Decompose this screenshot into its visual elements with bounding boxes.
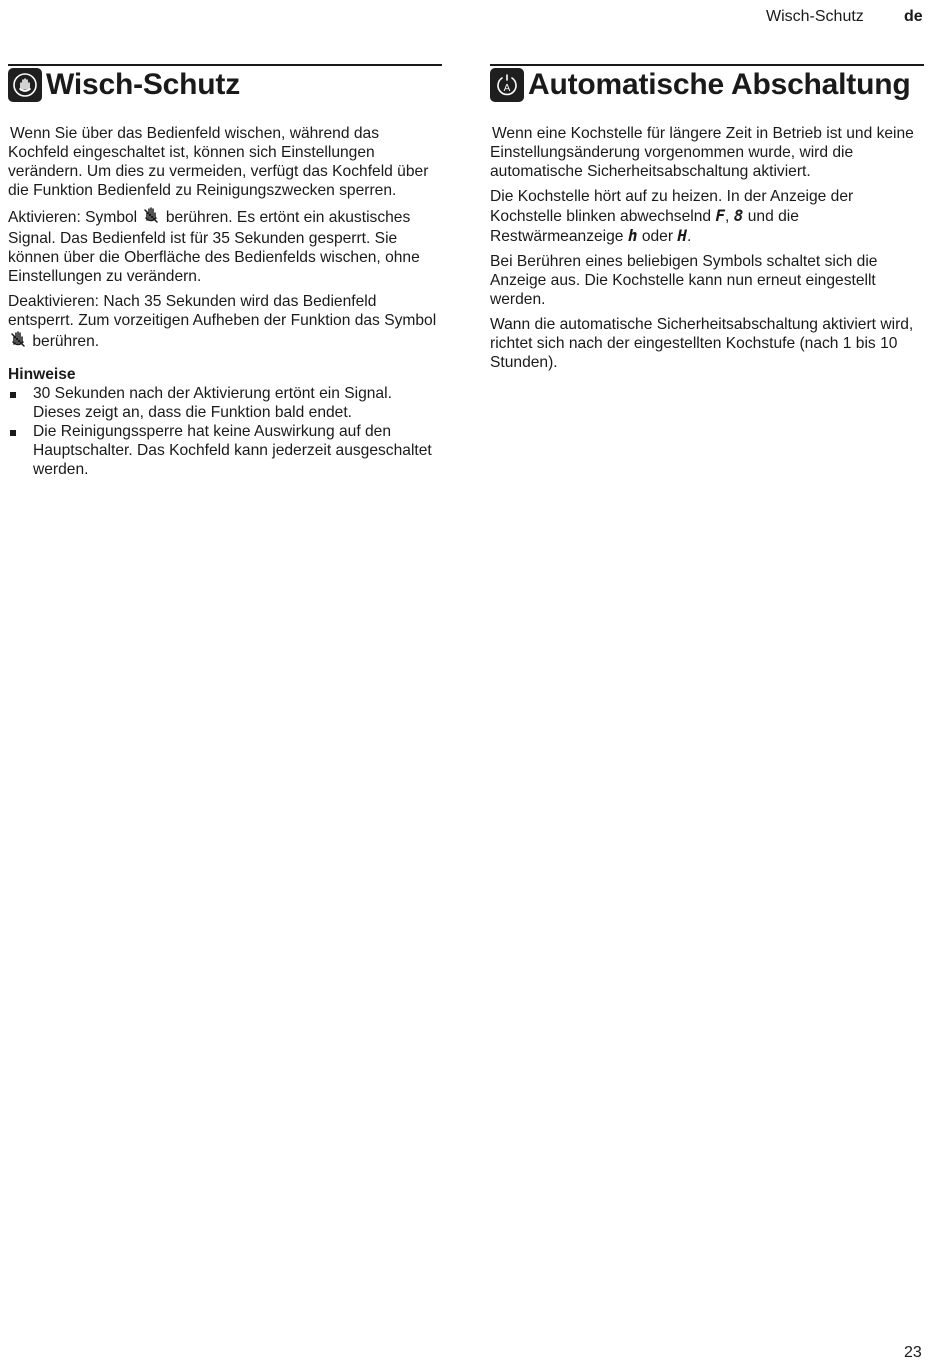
display-symbol-h-small: h — [627, 226, 638, 245]
hand-symbol-icon — [10, 330, 26, 353]
paragraph: Wann die automatische Sicherheitsabschaltung aktiviert wird, richtet sich nach der eingestellten Kochstufe (nach 1 bis 10 Stunden). — [490, 316, 914, 371]
section-heading — [8, 64, 442, 102]
svg-text:A: A — [503, 83, 511, 94]
page-title: Wisch-Schutz — [46, 68, 241, 101]
wipe-protect-hand-icon — [8, 68, 42, 102]
list-item: 30 Sekunden nach der Aktivierung ertönt ein Signal. Dieses zeigt an, dass die Funktion bald endet. — [8, 384, 442, 422]
notes-heading: Hinweise — [8, 366, 76, 383]
paragraph: Die Kochstelle hört auf zu heizen. In der Anzeige der Kochstelle blinken abwechselnd F, 8 und die Restwärmeanzeige h oder H. — [490, 188, 854, 245]
running-header-section: Wisch-Schutz — [766, 8, 864, 25]
auto-shutoff-icon — [490, 68, 524, 102]
running-header-language: de — [904, 8, 923, 25]
hand-symbol-icon — [143, 206, 159, 229]
intro-paragraph: Wenn Sie über das Bedienfeld wischen, während das Kochfeld eingeschaltet ist, können sich Einstellungen verändern. Um dies zu vermeiden, verfügt das Kochfeld über die Funktion Bedienfeld zu Reinigungszwecken sperren. — [8, 125, 429, 199]
activate-paragraph: Aktivieren: Symbol berühren. Es ertönt ein akustisches Signal. Das Bedienfeld ist für 35 Sekunden gesperrt. Sie können über die Oberfläche des Bedienfelds wischen, ohne Einstellungen zu verändern. — [8, 206, 442, 286]
page-number: 23 — [904, 1344, 922, 1361]
paragraph: Wenn eine Kochstelle für längere Zeit in Betrieb ist und keine Einstellungsänderung vorgenommen wurde, wird die automatische Sicherheitsabschaltung aktiviert. — [490, 125, 914, 180]
display-symbol-8: 8 — [733, 206, 744, 225]
deactivate-paragraph: Deaktivieren: Nach 35 Sekunden wird das Bedienfeld entsperrt. Zum vorzeitigen Aufheben der Funktion das Symbol berühren. — [8, 292, 442, 353]
paragraph: Bei Berühren eines beliebigen Symbols schaltet sich die Anzeige aus. Die Kochstelle kann nun erneut eingestellt werden. — [490, 253, 878, 308]
section-heading — [490, 64, 924, 102]
section-title: Automatische Abschaltung — [528, 68, 911, 101]
wisch-schutz-section — [8, 64, 442, 479]
notes-list — [8, 384, 442, 479]
automatische-abschaltung-section — [490, 64, 924, 378]
display-symbol-f: F — [715, 206, 726, 225]
display-symbol-h-large: H — [677, 226, 688, 245]
list-item: Die Reinigungssperre hat keine Auswirkung auf den Hauptschalter. Das Kochfeld kann jederzeit ausgeschaltet werden. — [8, 422, 442, 479]
